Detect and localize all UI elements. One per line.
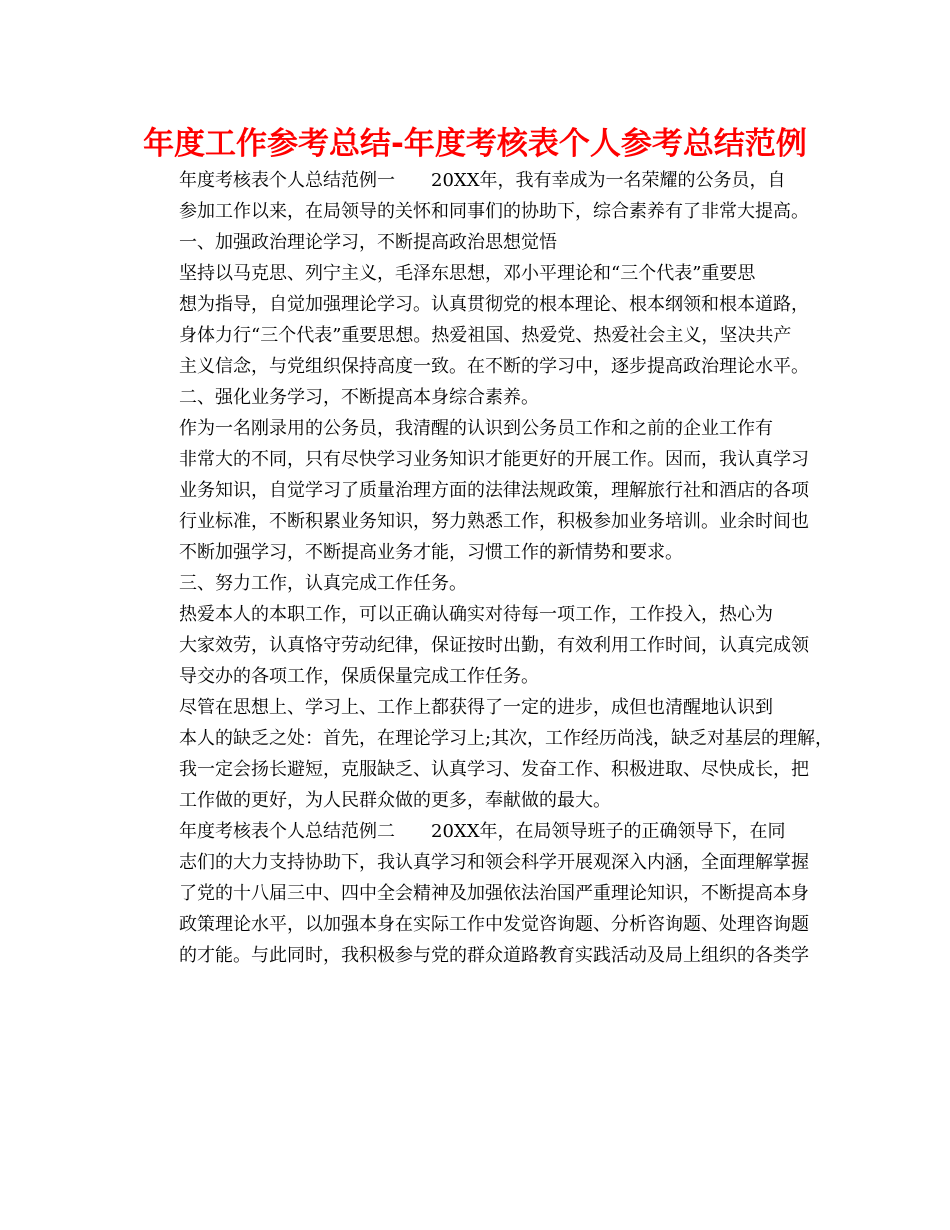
paragraph-line: 志们的大力支持协助下，我认真学习和领会科学开展观深入内涵，全面理解掌握 (179, 852, 809, 873)
document-title: 年度工作参考总结-年度考核表个人参考总结范例 (143, 126, 807, 162)
section-heading: 二、强化业务学习，不断提高本身综合素养。 (179, 387, 539, 408)
section-heading: 年度考核表个人总结范例二 (179, 821, 395, 842)
paragraph-line: 大家效劳，认真恪守劳动纪律，保证按时出勤，有效利用工作时间，认真完成领 (179, 635, 809, 656)
paragraph-line: 工作做的更好，为人民群众做的更多，奉献做的最大。 (179, 790, 611, 811)
paragraph-line: 坚持以马克思、列宁主义，毛泽东思想，邓小平理论和“三个代表”重要思 (179, 263, 756, 284)
paragraph (143, 382, 813, 413)
section-heading: 年度考核表个人总结范例一 (179, 170, 395, 191)
section-heading: 一、加强政治理论学习，不断提高政治思想觉悟 (179, 232, 557, 253)
paragraph-line: 主义信念，与党组织保持高度一致。在不断的学习中，逐步提高政治理论水平。 (179, 356, 809, 377)
paragraph-text: 20XX年，在局领导班子的正确领导下，在同 (431, 821, 786, 842)
paragraph-line: 业务知识，自觉学习了质量治理方面的法律法规政策，理解旅行社和酒店的各项 (179, 480, 809, 501)
paragraph-line: 不断加强学习，不断提高业务才能，习惯工作的新情势和要求。 (179, 542, 683, 563)
paragraph-line: 我一定会扬长避短，克服缺乏、认真学习、发奋工作、积极进取、尽快成长，把 (179, 759, 809, 780)
paragraph-line: 行业标准，不断积累业务知识，努力熟悉工作，积极参加业务培训。业余时间也 (179, 511, 809, 532)
paragraph (143, 165, 813, 227)
paragraph-line: 政策理论水平，以加强本身在实际工作中发觉咨询题、分析咨询题、处理咨询题 (179, 914, 809, 935)
paragraph-line: 导交办的各项工作，保质保量完成工作任务。 (179, 666, 539, 687)
document-body (143, 165, 834, 971)
paragraph (143, 413, 813, 568)
paragraph-line (143, 816, 813, 847)
paragraph-line: 的才能。与此同时，我积极参与党的群众道路教育实践活动及局上组织的各类学 (179, 945, 809, 966)
paragraph (143, 599, 813, 692)
paragraph (143, 227, 813, 258)
paragraph-line: 了党的十八届三中、四中全会精神及加强依法治国严重理论知识，不断提高本身 (179, 883, 809, 904)
paragraph-line: 尽管在思想上、学习上、工作上都获得了一定的进步，成但也清醒地认识到 (179, 697, 773, 718)
paragraph-line (143, 165, 813, 196)
paragraph-line: 非常大的不同，只有尽快学习业务知识才能更好的开展工作。因而，我认真学习 (179, 449, 809, 470)
paragraph-line: 身体力行“三个代表”重要思想。热爱祖国、热爱党、热爱社会主义，坚决共产 (179, 325, 792, 346)
paragraph-line: 本人的缺乏之处：首先，在理论学习上;其次，工作经历尚浅，缺乏对基层的理解， (179, 728, 834, 749)
paragraph-line: 作为一名刚录用的公务员，我清醒的认识到公务员工作和之前的企业工作有 (179, 418, 773, 439)
paragraph (143, 568, 813, 599)
paragraph (143, 692, 834, 816)
paragraph-line: 参加工作以来，在局领导的关怀和同事们的协助下，综合素养有了非常大提高。 (179, 201, 809, 222)
paragraph-line: 想为指导，自觉加强理论学习。认真贯彻党的根本理论、根本纲领和根本道路， (179, 294, 809, 315)
paragraph (143, 816, 813, 971)
paragraph (143, 258, 813, 382)
paragraph-text: 20XX年，我有幸成为一名荣耀的公务员，自 (431, 170, 786, 191)
section-heading: 三、努力工作，认真完成工作任务。 (179, 573, 467, 594)
paragraph-line: 热爱本人的本职工作，可以正确认确实对待每一项工作，工作投入，热心为 (179, 604, 773, 625)
